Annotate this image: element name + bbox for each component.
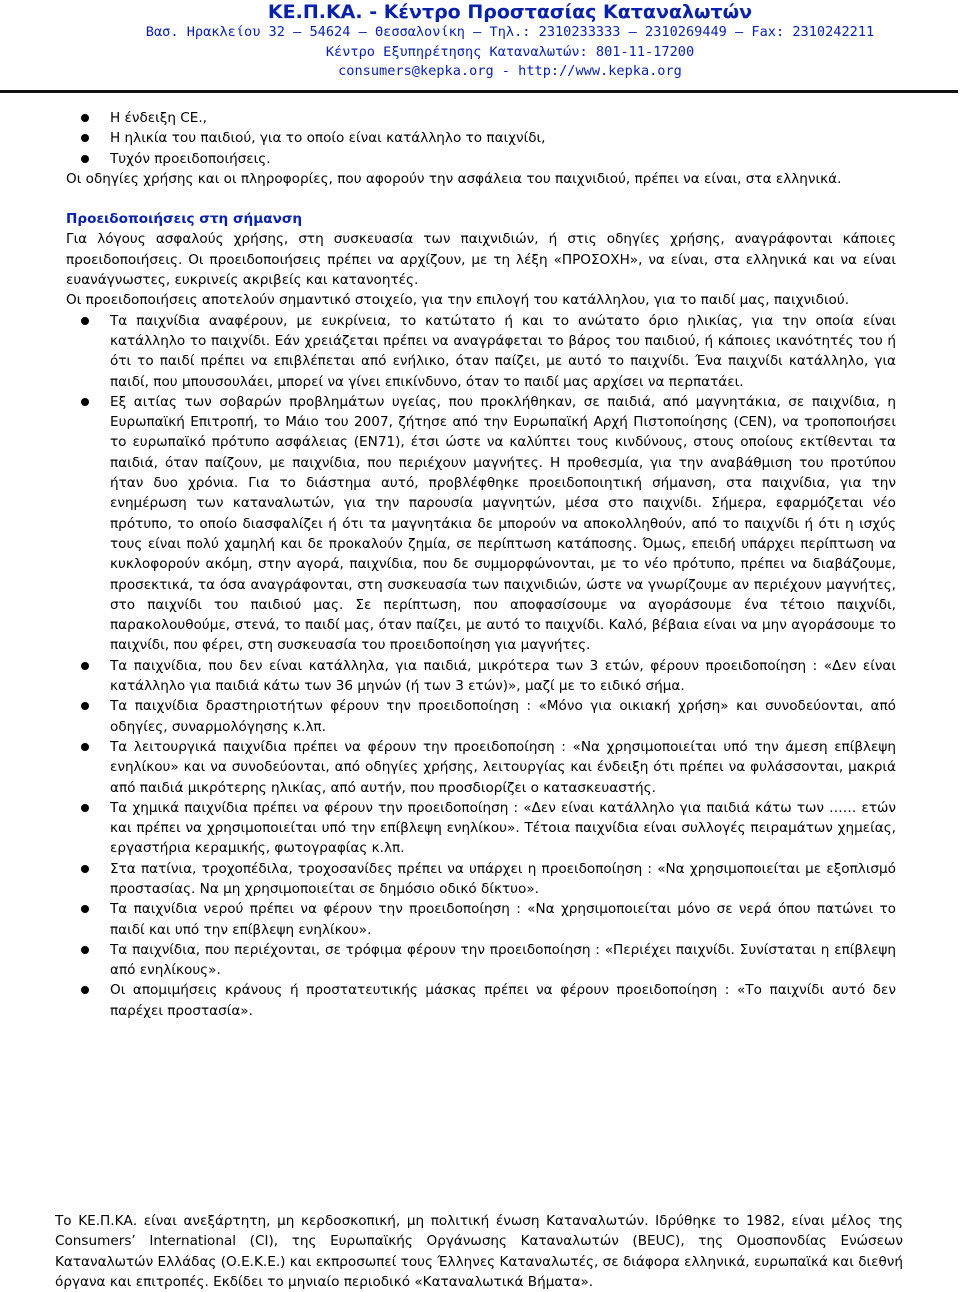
bullet-icon [81, 986, 89, 994]
list-item [66, 696, 896, 737]
list-item-text: Τα παιχνίδια αναφέρουν, με ευκρίνεια, το κατώτατο ή και το ανώτατο όριο ηλικίας, για την οποία είναι κατάλληλο το παιχνίδι. Εάν χρειάζεται πρέπει να αναγράφεται το βάρος του παιδιού, ή κάποιες ικανότητές του ή ότι το παιδί πρέπει να επιβλέπεται από ενήλικο, όταν παίζει, με αυτό το παιχνίδι. Ένα παιχνίδι κατάλληλο, για παιδί, που μπουσουλάει, μπορεί να γίνει επικίνδυνο, όταν το παιδί μας αρχίσει να περπατάει. [110, 312, 896, 390]
bullet-icon [81, 398, 89, 406]
bullet-icon [81, 804, 89, 812]
list-item [66, 940, 896, 981]
list-item-text: Τυχόν προειδοποιήσεις. [110, 150, 271, 167]
bullet-icon [81, 317, 89, 325]
section-paragraph: Οι προειδοποιήσεις αποτελούν σημαντικό στοιχείο, για την επιλογή του κατάλληλου, για το παιδί μας, παιχνιδιού. [66, 292, 850, 309]
footer-note: Το ΚΕ.Π.ΚΑ. είναι ανεξάρτητη, μη κερδοσκοπική, μη πολιτική ένωση Καταναλωτών. Ιδρύθηκε το 1982, είναι μέλος της Consumers’ International (CI), της Ευρωπαϊκής Οργάνωσης Καταναλωτών (BEUC), της Ομοσπονδίας Ενώσεων Καταναλωτών Ελλάδας (Ο.Ε.Κ.Ε.) και εκπροσωπεί τους Έλληνες Καταναλωτές, σε διάφορα ελληνικά, ευρωπαϊκά και διεθνή όργανα και επιτροπές. Εκδίδει το μηνιαίο περιοδικό «Καταναλωτικά Βήματα». [55, 1213, 903, 1290]
list-item [66, 899, 896, 940]
warning-bullet-list [66, 311, 896, 1021]
list-item [66, 980, 896, 1021]
bullet-icon [81, 134, 89, 142]
list-item-text: Εξ αιτίας των σοβαρών προβλημάτων υγείας, που προκλήθηκαν, σε παιδιά, από μαγνητάκια, σε παιχνίδια, η Ευρωπαϊκή Επιτροπή, το Μάιο του 2007, ζήτησε από την Ευρωπαϊκή Αρχή Πιστοποίησης (CEN), να τροποποιήσει το ευρωπαϊκό πρότυπο ασφάλειας (ΕΝ71), έτσι ώστε να καλύπτει τους κινδύνους, στους οποίους εκτίθενται τα παιδιά, όταν παίζουν, με παιχνίδια, που περιέχουν μαγνήτες. Η προθεσμία, για την αναβάθμιση του προτύπου ήταν δυο χρόνια. Για το διάστημα αυτό, προβλέφθηκε προειδοποιητική σήμανση, στα παιχνίδια, για την ενημέρωση των καταναλωτών, για την παρουσία μαγνητών, μέσα στο παιχνίδι. Σήμερα, εφαρμόζεται νέο πρότυπο, το οποίο διασφαλίζει ή ότι τα μαγνητάκια δε μπορούν να αποκολληθούν, από το παιχνίδι ή ότι η ισχύς τους είναι πολύ χαμηλή και δε προκαλούν ζημία, σε περίπτωση κατάποσης. Όμως, επειδή υπάρχει περίπτωση να κυκλοφορούν ακόμη, στην αγορά, παιχνίδια, που δε συμμορφώνονται, με το νέο πρότυπο, πρέπει να διαβάζουμε, προσεκτικά, τα όσα αναγράφονται, στη συσκευασία των παιχνιδιών, ώστε να γνωρίζουμε αν περιέχουν μαγνήτες, στο παιχνίδι του παιδιού μας. Σε περίπτωση, που αποφασίσουμε να αγοράσουμε ένα τέτοιο παιχνίδι, παρακολουθούμε, στενά, το παιδί μας, όταν παίζει, με αυτό το παιχνίδι. Καλό, βέβαια είναι να μην αγοράσουμε το παιχνίδι, που φέρει, στη συσκευασία του προειδοποίηση για μαγνήτες. [110, 393, 896, 654]
document-body [66, 108, 896, 1021]
list-item-text: Τα παιχνίδια δραστηριοτήτων φέρουν την προειδοποίηση : «Μόνο για οικιακή χρήση» και συνοδεύονται, από οδηγίες, συναρμολόγησης κ.λπ. [110, 698, 896, 735]
section-paragraph: Για λόγους ασφαλούς χρήσης, στη συσκευασία των παιχνιδιών, ή στις οδηγίες χρήσης, αναγράφονται κάποιες προειδοποιήσεις. Οι προειδοποιήσεις πρέπει να αρχίζουν, με τη λέξη «ΠΡΟΣΟΧΗ», να είναι, στα ελληνικά και να είναι ευανάγνωστες, ευκρινείς ακριβείς και κατανοητές. [66, 231, 896, 289]
instructions-paragraph: Οι οδηγίες χρήσης και οι πληροφορίες, που αφορούν την ασφάλεια του παιχνιδιού, πρέπει να είναι, στα ελληνικά. [66, 170, 842, 187]
header-divider [0, 90, 958, 93]
list-item [66, 859, 896, 900]
contact-line: consumers@kepka.org - http://www.kepka.org [338, 63, 682, 79]
list-item-text: Οι απομιμήσεις κράνους ή προστατευτικής μάσκας πρέπει να φέρουν προειδοποίηση : «Το παιχνίδι αυτό δεν παρέχει προστασία». [110, 982, 896, 1019]
bullet-icon [81, 155, 89, 163]
section-title: Προειδοποιήσεις στη σήμανση [66, 211, 303, 228]
bullet-icon [81, 743, 89, 751]
list-item [66, 798, 896, 859]
list-item-text: Τα χημικά παιχνίδια πρέπει να φέρουν την προειδοποίηση : «Δεν είναι κατάλληλο για παιδιά κάτω των …… ετών και πρέπει να χρησιμοποιείται υπό την επίβλεψη ενηλίκου». Τέτοια παιχνίδια είναι συλλογές πειραμάτων χημείας, εργαστήρια κεραμικής, φωτογραφίας κ.λπ. [110, 799, 896, 857]
bullet-icon [81, 702, 89, 710]
letterhead [60, 0, 960, 82]
list-item-text: Τα παιχνίδια νερού πρέπει να φέρουν την προειδοποίηση : «Να χρησιμοποιείται μόνο σε νερά όπου πατώνει το παιδί και υπό την επίβλεψη ενηλίκου». [110, 901, 896, 938]
list-item-text: Τα λειτουργικά παιχνίδια πρέπει να φέρουν την προειδοποίηση : «Να χρησιμοποιείται υπό την άμεση επίβλεψη ενηλίκου» και να συνοδεύονται, από οδηγίες χρήσης, λειτουργίας και ένδειξη ότι πρέπει να φυλάσσονται, μακριά από παιδιά μικρότερης ηλικίας, από αυτήν, που προσδιορίζει ο κατασκευαστής. [110, 738, 896, 796]
list-item-text: Στα πατίνια, τροχοπέδιλα, τροχοσανίδες πρέπει να υπάρχει η προειδοποίηση : «Να χρησιμοποιείται με εξοπλισμό προστασίας. Να μη χρησιμοποιείται σε δημόσιο οδικό δίκτυο». [110, 860, 896, 897]
top-bullet-list [66, 108, 896, 169]
bullet-icon [81, 662, 89, 670]
service-center-line: Κέντρο Εξυπηρέτησης Καταναλωτών: 801-11-17200 [325, 43, 695, 60]
list-item [66, 737, 896, 798]
list-item-text: Τα παιχνίδια, που περιέχονται, σε τρόφιμα φέρουν την προειδοποίηση : «Περιέχει παιχνίδι. Συνίσταται η επίβλεψη από ενηλίκους». [110, 941, 896, 979]
list-item-text: Η ηλικία του παιδιού, για το οποίο είναι κατάλληλο το παιχνίδι, [110, 130, 546, 147]
organization-title: ΚΕ.Π.ΚΑ. - Κέντρο Προστασίας Καταναλωτών [267, 1, 753, 23]
bullet-icon [81, 946, 89, 954]
list-item [66, 108, 896, 128]
list-item [66, 311, 896, 392]
list-item [66, 128, 896, 148]
list-item-text: Η ένδειξη CE., [110, 110, 207, 126]
bullet-icon [81, 114, 89, 122]
list-item-text: Τα παιχνίδια, που δεν είναι κατάλληλα, για παιδιά, μικρότερα των 3 ετών, φέρουν προειδοποίηση : «Δεν είναι κατάλληλο για παιδιά κάτω των 36 μηνών (ή των 3 ετών)», μαζί με το ειδικό σήμα. [110, 657, 896, 695]
list-item [66, 656, 896, 697]
address-line: Βασ. Ηρακλείου 32 – 54624 – Θεσσαλονίκη – Τηλ.: 2310233333 – 2310269449 – Fax: 2310242211 [145, 24, 875, 40]
bullet-icon [81, 905, 89, 913]
list-item [66, 149, 896, 169]
bullet-icon [81, 865, 89, 873]
list-item [66, 392, 896, 656]
